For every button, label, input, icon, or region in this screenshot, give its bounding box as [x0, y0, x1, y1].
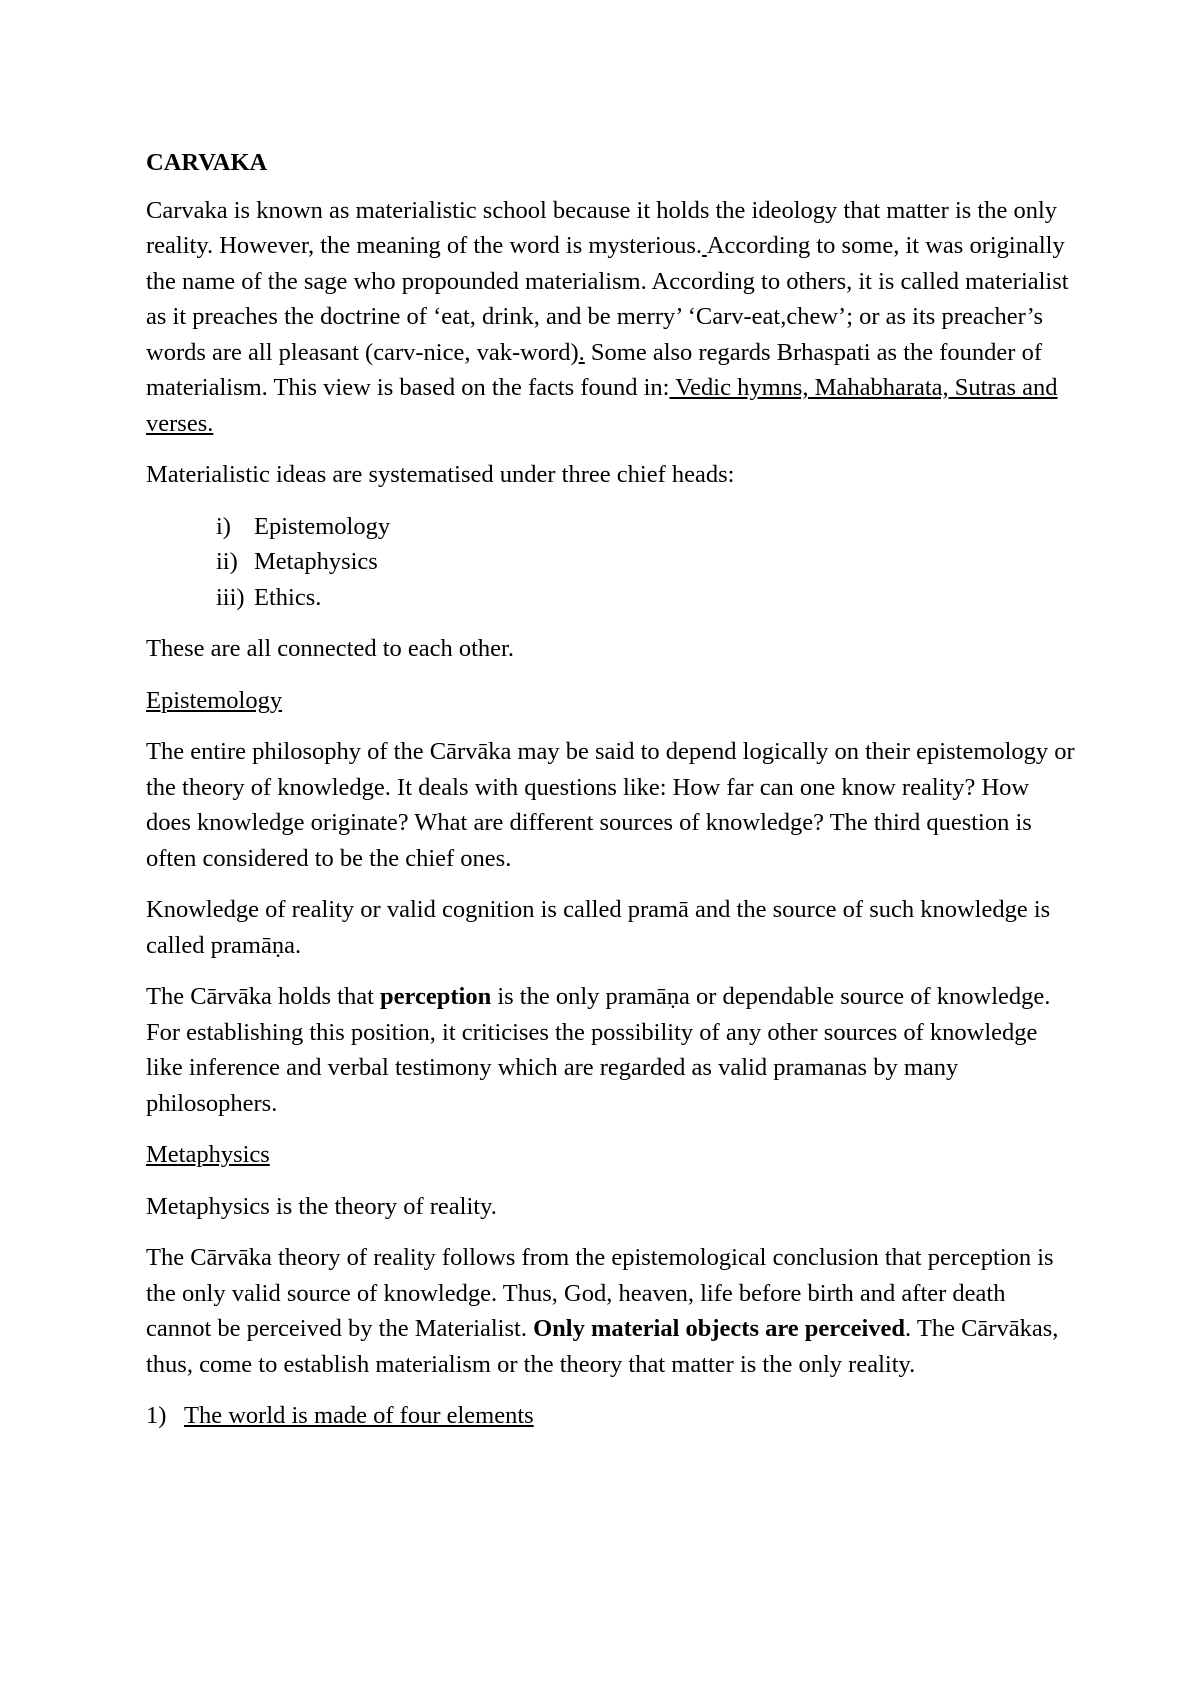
- metaphysics-paragraph-2: [146, 1240, 1076, 1382]
- epistemology-paragraph-2: Knowledge of reality or valid cognition is called pramā and the source of such knowledge is called pramāṇa.: [146, 896, 1051, 959]
- list-label: Metaphysics: [254, 548, 378, 575]
- list-marker: ii): [216, 548, 238, 575]
- metaphysics-paragraph-1: Metaphysics is the theory of reality.: [146, 1192, 497, 1220]
- metaphysics-p2-text-a: The Cārvāka theory of reality follows from the epistemological conclusion that perception is the only valid source of knowledge. Thus, God, heaven, life before birth and after death cannot be perceived by the Materialist.: [146, 1244, 1054, 1342]
- epistemology-paragraph-1: The entire philosophy of the Cārvāka may be said to depend logically on their epistemology or the theory of knowledge. It deals with questions like: How far can one know reality? How does knowledge originate? What are different sources of knowledge? The third question is often considered to be the chief ones.: [146, 738, 1075, 872]
- point-text: The world is made of four elements: [184, 1402, 534, 1429]
- list-item: [216, 509, 1076, 545]
- list-item: [216, 580, 1076, 616]
- intro-text-1: Carvaka is known as materialistic school because it holds the ideology that matter is the only reality. However, the meaning of the word is mysterious.: [146, 196, 1058, 259]
- intro-sources: Vedic hymns, Mahabharata, Sutras and verses.: [146, 374, 1058, 437]
- metaphysics-heading: Metaphysics: [146, 1141, 270, 1168]
- intro-text-2: According to some, it was originally the name of the sage who propounded materialism. According to others, it is called materialist as it preaches the doctrine of ‘eat, drink, and be merry’ ‘Carv-eat,chew’; or as its preacher’s words are all pleasant (carv-nice, vak-word): [146, 232, 1069, 366]
- metaphysics-p2-bold: Only material objects are perceived: [533, 1315, 906, 1342]
- list-marker: iii): [216, 583, 245, 611]
- intro-underline-mark-2: .: [578, 338, 585, 366]
- intro-paragraph: [146, 193, 1076, 442]
- point-marker: 1): [146, 1402, 167, 1429]
- numbered-point-1: [146, 1398, 1076, 1434]
- metaphysics-p2-text-b: . The Cārvākas, thus, come to establish materialism or the theory that matter is the only reality.: [146, 1315, 1059, 1378]
- epistemology-p3-text-b: is the only pramāṇa or dependable source of knowledge. For establishing this position, it criticises the possibility of any other sources of knowledge like inference and verbal testimony which are regarded as valid pramanas by many philosophers.: [146, 983, 1051, 1117]
- document-page: [146, 145, 1076, 1434]
- list-marker: i): [216, 512, 231, 540]
- epistemology-paragraph-3: [146, 979, 1076, 1121]
- document-title: CARVAKA: [146, 149, 268, 176]
- epistemology-heading: Epistemology: [146, 686, 283, 714]
- list-item: [216, 544, 1076, 580]
- epistemology-p3-text-a: The Cārvāka holds that: [146, 983, 381, 1010]
- epistemology-p3-bold: perception: [380, 983, 492, 1010]
- heads-list: [146, 509, 1076, 616]
- list-label: Epistemology: [254, 512, 391, 540]
- connected-text: These are all connected to each other.: [146, 635, 514, 662]
- intro-text-3: Some also regards Brhaspati as the founder of materialism. This view is based on the facts found in:: [146, 338, 1042, 401]
- heads-intro: Materialistic ideas are systematised under three chief heads:: [146, 461, 735, 488]
- list-label: Ethics.: [254, 583, 322, 611]
